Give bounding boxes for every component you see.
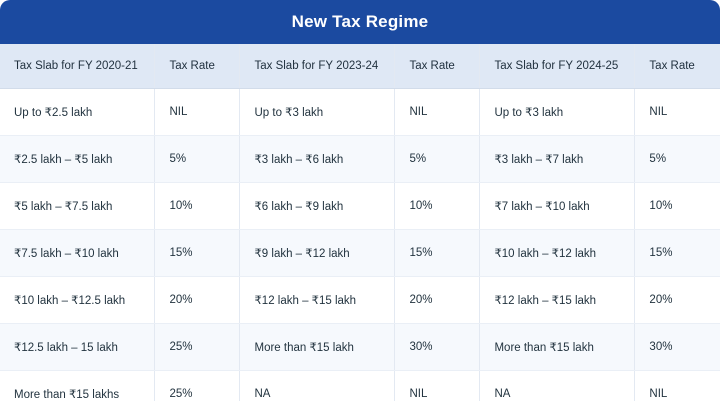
cell-rate-2020: 25% bbox=[155, 371, 240, 401]
cell-rate-2023: NIL bbox=[395, 371, 480, 401]
cell-rate-2024: NIL bbox=[649, 388, 668, 401]
cell-rate-2023: NIL bbox=[395, 89, 480, 136]
cell-rate-2024: 20% bbox=[635, 277, 720, 324]
cell-rate-2023: 20% bbox=[395, 277, 480, 324]
cell-slab-2023: ₹12 lakh – ₹15 lakh bbox=[240, 277, 395, 324]
cell-rate-2024: 30% bbox=[635, 324, 720, 371]
column-header-rate-2020: Tax Rate bbox=[155, 44, 240, 89]
table-header-row bbox=[0, 44, 720, 89]
page-title: New Tax Regime bbox=[291, 12, 429, 31]
column-header-rate-2024: Tax Rate bbox=[635, 44, 720, 89]
cell-slab-2023: ₹3 lakh – ₹6 lakh bbox=[240, 136, 395, 183]
cell-slab-2020: ₹7.5 lakh – ₹10 lakh bbox=[0, 230, 155, 277]
cell-slab-2023: More than ₹15 lakh bbox=[240, 324, 395, 371]
table-row bbox=[0, 371, 720, 401]
cell-rate-2024: 10% bbox=[635, 183, 720, 230]
column-header-rate-2023: Tax Rate bbox=[395, 44, 480, 89]
tax-slab-table bbox=[0, 44, 720, 401]
cell-rate-2023: 10% bbox=[395, 183, 480, 230]
cell-slab-2024: Up to ₹3 lakh bbox=[480, 89, 635, 136]
cell-rate-2020: 20% bbox=[155, 277, 240, 324]
column-header-slab-2023: Tax Slab for FY 2023-24 bbox=[240, 44, 395, 89]
table-title-bar bbox=[0, 0, 720, 44]
cell-slab-2024: ₹3 lakh – ₹7 lakh bbox=[480, 136, 635, 183]
column-header-slab-2020: Tax Slab for FY 2020-21 bbox=[0, 44, 155, 89]
cell-slab-2023: ₹9 lakh – ₹12 lakh bbox=[240, 230, 395, 277]
cell-slab-2024: ₹10 lakh – ₹12 lakh bbox=[480, 230, 635, 277]
table-header bbox=[0, 44, 720, 89]
cell-slab-2023: ₹6 lakh – ₹9 lakh bbox=[240, 183, 395, 230]
cell-slab-2023: NA bbox=[240, 371, 395, 401]
table-row bbox=[0, 230, 720, 277]
cell-slab-2023: Up to ₹3 lakh bbox=[240, 89, 395, 136]
cell-slab-2020: ₹2.5 lakh – ₹5 lakh bbox=[0, 136, 155, 183]
cell-slab-2024: ₹12 lakh – ₹15 lakh bbox=[480, 277, 635, 324]
table-row bbox=[0, 324, 720, 371]
cell-rate-2020: 15% bbox=[155, 230, 240, 277]
cell-slab-2024: More than ₹15 lakh bbox=[480, 324, 635, 371]
table-row bbox=[0, 183, 720, 230]
cell-rate-2020: NIL bbox=[155, 89, 240, 136]
cell-rate-2020: 25% bbox=[155, 324, 240, 371]
cell-slab-2024: NA bbox=[480, 371, 635, 401]
cell-rate-2024: 15% bbox=[635, 230, 720, 277]
table-body bbox=[0, 89, 720, 401]
cell-slab-2020: Up to ₹2.5 lakh bbox=[0, 89, 155, 136]
table-row bbox=[0, 277, 720, 324]
cell-rate-2020: 5% bbox=[155, 136, 240, 183]
cell-rate-2020: 10% bbox=[155, 183, 240, 230]
cell-rate-2024: NIL bbox=[635, 89, 720, 136]
cell-slab-2020: More than ₹15 lakhs bbox=[0, 371, 155, 401]
cell-slab-2020: ₹12.5 lakh – 15 lakh bbox=[0, 324, 155, 371]
cell-rate-2024: 5% bbox=[635, 136, 720, 183]
cell-rate-2023: 5% bbox=[395, 136, 480, 183]
column-header-slab-2024: Tax Slab for FY 2024-25 bbox=[480, 44, 635, 89]
cell-rate-2023: 30% bbox=[395, 324, 480, 371]
table-row bbox=[0, 136, 720, 183]
cell-slab-2020: ₹5 lakh – ₹7.5 lakh bbox=[0, 183, 155, 230]
cell-rate-2023: 15% bbox=[395, 230, 480, 277]
cell-slab-2024: ₹7 lakh – ₹10 lakh bbox=[480, 183, 635, 230]
table-row bbox=[0, 89, 720, 136]
cell-slab-2020: ₹10 lakh – ₹12.5 lakh bbox=[0, 277, 155, 324]
